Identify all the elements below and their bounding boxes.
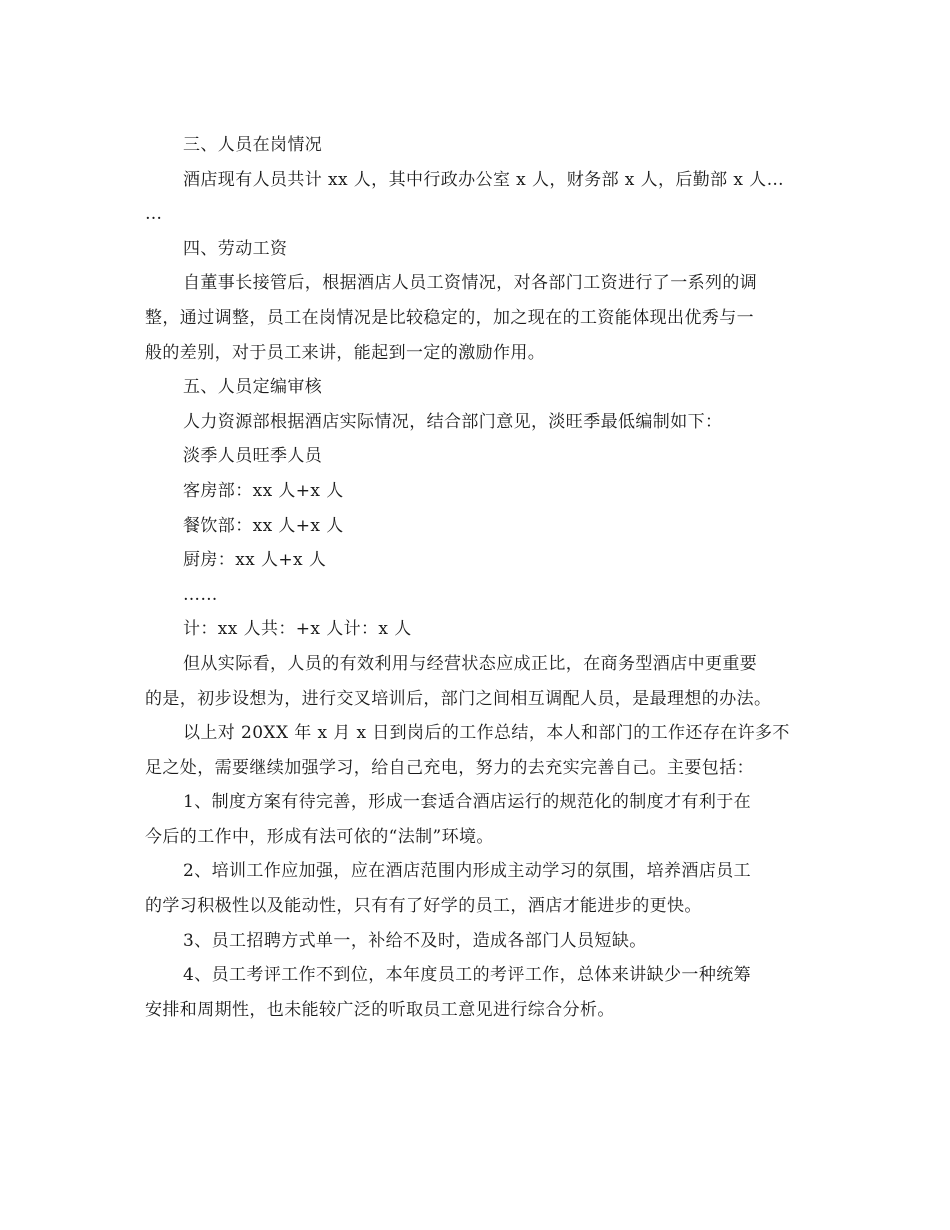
text-line: 的是，初步设想为，进行交叉培训后，部门之间相互调配人员，是最理想的办法。 (145, 688, 772, 709)
text-line: 整，通过调整，员工在岗情况是比较稳定的，加之现在的工资能体现出优秀与一 (145, 307, 754, 328)
text-line: …… (183, 584, 218, 605)
text-line: 厨房：xx 人+x 人 (183, 550, 327, 571)
text-line: 2、培训工作应加强，应在酒店范围内形成主动学习的氛围，培养酒店员工 (183, 861, 752, 882)
text-line: 酒店现有人员共计 xx 人，其中行政办公室 x 人，财务部 x 人，后勤部 x 人… (183, 169, 784, 190)
document-body (145, 128, 810, 1027)
text-line: 客房部：xx 人+x 人 (183, 480, 344, 501)
text-line: 以上对 20XX 年 x 月 x 日到岗后的工作总结，本人和部门的工作还存在许多不 (183, 723, 790, 744)
text-line: 般的差别，对于员工来讲，能起到一定的激励作用。 (145, 342, 546, 363)
text-line: 三、人员在岗情况 (183, 135, 323, 155)
text-line: 安排和周期性，也未能较广泛的听取员工意见进行综合分析。 (145, 999, 615, 1020)
text-line: … (145, 204, 163, 225)
text-line: 3、员工招聘方式单一，补给不及时，造成各部门人员短缺。 (183, 930, 647, 951)
text-line: 计：xx 人共：+x 人计：x 人 (183, 619, 412, 640)
text-line: 人力资源部根据酒店实际情况，结合部门意见，淡旺季最低编制如下： (183, 411, 723, 432)
text-line: 1、制度方案有待完善，形成一套适合酒店运行的规范化的制度才有利于在 (183, 792, 752, 813)
text-line: 的学习积极性以及能动性，只有有了好学的员工，酒店才能进步的更快。 (145, 896, 702, 917)
text-line: 但从实际看，人员的有效利用与经营状态应成正比，在商务型酒店中更重要 (183, 653, 758, 674)
text-line: 五、人员定编审核 (183, 377, 323, 398)
text-line: 餐饮部：xx 人+x 人 (183, 515, 344, 536)
text-line: 4、员工考评工作不到位，本年度员工的考评工作，总体来讲缺少一种统筹 (183, 965, 752, 986)
text-line: 足之处，需要继续加强学习，给自己充电，努力的去充实完善自己。主要包括： (145, 757, 754, 778)
text-line: 自董事长接管后，根据酒店人员工资情况，对各部门工资进行了一系列的调 (183, 273, 758, 294)
text-line: 四、劳动工资 (183, 238, 288, 259)
text-line: 今后的工作中，形成有法可依的“法制”环境。 (145, 826, 494, 847)
text-line: 淡季人员旺季人员 (183, 446, 323, 467)
